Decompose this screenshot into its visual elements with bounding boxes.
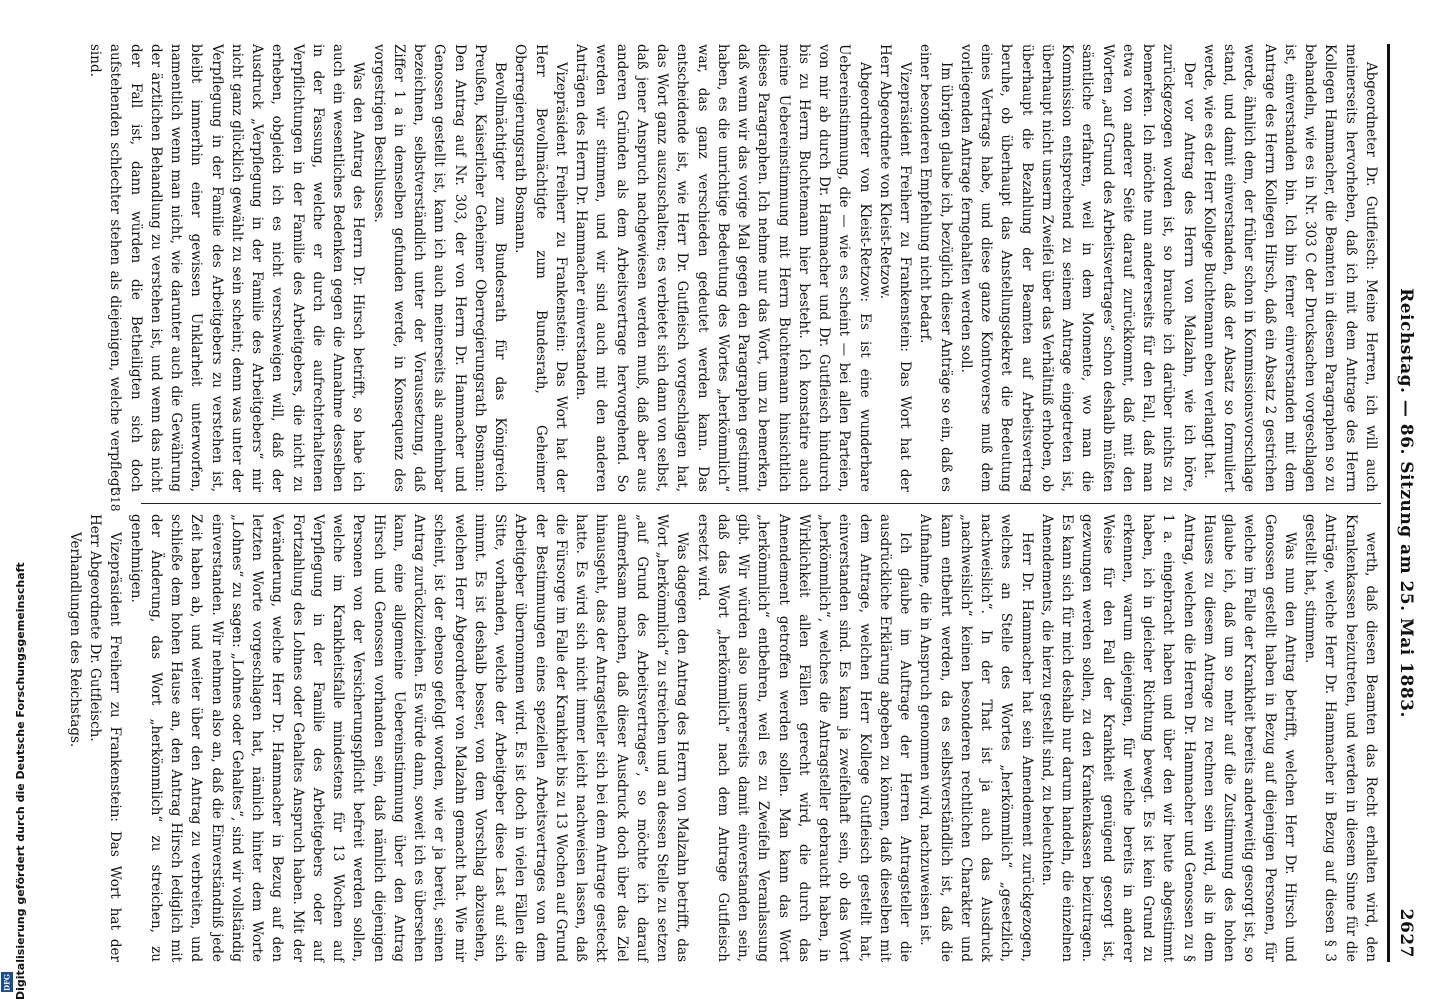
paragraph: Im übrigen glaube ich, bezüglich dieser Anträge so ein, daß es einer besonderen Empfehlung nicht bedarf. — [917, 44, 954, 492]
paragraph: Vizepräsident Freiherr zu Frankenstein: Das Wort hat der Herr Abgeordnete Dr. Gutfleisch. — [87, 514, 124, 962]
paragraph: Vizepräsident Freiherr zu Frankenstein: Das Wort hat der Herr Abgeordnete von Kleist-Retzow. — [877, 44, 914, 492]
paragraph: Herr Dr. Hammacher hat sein Amendement zurückgezogen, welches an Stelle des Wortes „herkömmlich“ „gesetzlich, nachweislich“. In der That ist ja auch das Ausdruck „nachweislich“ keinen besonderen rechtlichen Charakter und kann entbehrt werden, da es selbstverständlich ist, daß die Aufnahme, die in Anspruch genommen wird, nachzuweisen ist. — [917, 514, 1035, 962]
paragraph: Was nun den Antrag betrifft, welchen Herr Dr. Hirsch und Genossen gestellt haben in Bezug auf diejenigen Personen, für welche im Falle der Krankheit bereits anderweitig gesorgt ist, so glaube ich, daß um so mehr auf die Zustimmung des hohen Hauses zu diesem Antrage zu rechnen sein wird, als in dem Antrag, welchen die Herren Dr. Hammacher und Genossen zu § 1 a. eingebracht haben und über den wir heute abgestimmt haben, ich in gleicher Richtung bewegt. Es ist kein Grund zu erkennen, warum diejenigen, für welche bereits in anderer Weise für den Fall der Krankheit genügend gesorgt ist, gezwungen werden sollen, zu den Krankenkassen beizutragen. Es kann sich für mich deshalb nur darum handeln, die einzelnen Amendements, die hierzu gestellt sind, zu beleuchten. — [1039, 514, 1298, 962]
page-number: 2627 — [1396, 908, 1416, 958]
paragraph: Verhandlungen des Reichstags. — [67, 532, 83, 748]
paragraph: werth, daß diesen Beamten das Recht erhalten wird, den Krankenkassen beizutreten, und werden in diesem Sinne für die Anträge, welche Herr Dr. Hammacher in Bezug auf diesen § 3 gestellt hat, stimmen. — [1302, 514, 1379, 962]
header-title: Reichstag. — 86. Sitzung am 25. Mai 1883. — [1396, 288, 1416, 718]
dfg-logo: DFG — [2, 973, 12, 991]
column-divider — [141, 503, 1381, 504]
left-column — [87, 44, 1381, 492]
page-content — [67, 0, 1432, 1000]
paragraph: Was dagegen den Antrag des Herrn von Malzahn betrifft, das Wort „herkömmlich“ zu streichen und an dessen Stelle zu setzen „auf Grund des Arbeitsvertrages“, so möchte ich darauf aufmerksam machen, daß dieser Ausdruck doch über das Ziel hinausgeht, das der Antragsteller sich bei dem Antrage gesteckt hatte. Es wird sich nicht immer leicht nachweisen lassen, daß die Fürsorge im Falle der Krankheit bis zu 13 Wochen auf Grund der Bestimmungen eines speziellen Arbeitsvertrages von dem Arbeitgeber übernommen wird. Es ist doch in vielen Fällen die Sitte, vorhanden, welche der Arbeitgeber diese Last auf sich nimmt. Es ist deshalb besser, von dem Vorschlag abzusehen, welchen Herr Abgeordneter von Malzahn gemacht hat. Wie mir scheint, ist der ebenso gefolgt worden, wie er ja bereit, seinen Antrag zurückzuziehen. Es würde dann, soweit ich es übersehen kann, eine allgemeine Uebereinstimmung über den Antrag Hirsch und Genossen vorhanden sein, daß nämlich diejenigen Personen von der Versicherungspflicht befreit werden sollen, welche im Krankheitsfalle mindestens für 13 Wochen auf Verpflegung in der Familie des Arbeitgebers oder auf Fortzahlung des Lohnes oder Gehaltes Anspruch haben. Mit der Veränderung, welche Herr Dr. Hammacher in Bezug auf den letzten Worte vorgeschlagen hat, nämlich hinter dem Worte „Lohnes“ zu sagen: „Lohnes oder Gehaltes“, sind wir vollständig einverstanden. Wir nehmen also an, daß die Einverständniß jede Zeit haben ab, und weiter über den Antrag zu verbreiten, und schließe dem hohen Hause an, den Antrag Hirsch lediglich mit der Änderung, das Wort „herkömmlich“ zu streichen, zu genehmigen. — [127, 514, 691, 962]
right-column — [67, 514, 1381, 962]
page-header — [1390, 44, 1424, 962]
paragraph: Ich glaube im Auftrage der Herren Antragsteller die ausdrückliche Erklärung abgeben zu können, daß dieselben mit dem Antrage, welchen Herr Kollege Gutfleisch gestellt hat, einverstanden sind. Es kann ja zweifelhaft sein, ob das Wort „herkömmlich“, welches die Antragsteller gebraucht haben, in Wirklichkeit allen Fällen gerecht wird, die durch das Amendement getroffen werden sollen. Man kann das Wort „herkömmlich“ entbehren, weil es zu Zweifeln Veranlassung gibt. Wir würden also unsererseits damit einverstanden sein, daß das Wort „herkömmlich“ nach dem Antrage Gutfleisch ersetzt wird. — [694, 514, 914, 962]
paragraph: Bevollmächtigter zum Bundesrath für das Königreich Preußen, Kaiserlicher Geheimer Oberregierungsrath Bosmann: Den Antrag auf Nr. 303, der von Herrn Dr. Hammacher und Genossen gestellt ist, kann ich auch meinerseits als annehmbar bezeichnen, selbstverständlich unter der Voraussetzung, daß Ziffer 1 a in demselben gefunden werde, in Konsequenz des vorgestrigen Beschlusses. — [370, 44, 509, 492]
paragraph: Vizepräsident Freiherr zu Frankenstein: Das Wort hat der Herr Bevollmächtigte zum Bundesrath, Geheimer Oberregierungsrath Bosmann. — [512, 44, 569, 492]
paragraph: Was den Antrag des Herrn Dr. Hirsch betrifft, so habe ich auch ein wesentliches Bedenken gegen die Annahme desselben in der Fassung, welche er durch die aufrechterhaltenen Verpflichtungen in der Familie des Arbeitgebers, die nicht zu erheben, obgleich ich es nicht verschweigen will, daß der Ausdruck „Verpflegung in der Familie des Arbeitgebers“ mir nicht ganz glücklich gewählt zu sein scheint; denn was unter der Verpflegung in der Familie des Arbeitgebers zu verstehen ist, bleibt immerhin einer gewissen Unklarheit unterworfen, namentlich wenn man nicht, wie darunter auch die Gewährung der ärztlichen Behandlung zu verstehen ist, und wenn das nicht der Fall ist, dann würden die Betheiligten sich doch aufstehenden schlechter stehen als diejenigen, welche verpflegt sind. — [87, 44, 367, 492]
paragraph: Abgeordneter Dr. Gutfleisch: Meine Herren, ich will auch meinerseits hervorheben, daß ich mit dem Antrage des Herrn Kollegen Hammacher, die Beamten in diesem Paragraphen so zu behandeln, wie es in Nr. 303 C der Drucksachen vorgeschlagen ist, einverstanden bin. Ich bin ferner einverstanden mit dem Antrage des Herrn Kollegen Hirsch, daß ein Absatz 2 gestrichen werde, ähnlich dem, der früher schon in Kommissionsvorschlage stand, und damit einverstanden, daß der Absatz so formuliert werde, wie es der Herr Kollege Buchtemann eben verlangt hat. — [1201, 44, 1379, 492]
digitization-watermark — [0, 0, 27, 1000]
watermark-text: Digitalisierung gefördert durch die Deutsche Forschungsgemeinschaft — [14, 562, 27, 1000]
scanned-page — [67, 0, 1432, 1000]
paragraph: Der vor Antrag des Herrn von Malzahn, wie ich höre, zurückgezogen worden ist, so brauche ich darüber nichts zu bemerken. Ich möchte nun andererseits für den Fall, daß man etwa von anderer Seite darauf zurückkommt, daß mit den Worten „auf Grund des Arbeitsvertrages“ schon deshalb müßten sämtliche erfahren, weil in dem Momente, wo man die Kommission entsprechend zu seinem Antrage eingetreten ist, überhaupt nicht unserm Zweifel über das Verhältniß erhoben, ob überhaupt die Bezahlung der Beamten auf Arbeitsvertrag beruhe, ob überhaupt das Anstellungsdekret die Bedeutung eines Vertrags habe, und diese ganze Kontroverse muß dem vorliegenden Antrage ferngehalten werden soll. — [958, 44, 1197, 492]
page-footer: 318 — [108, 488, 122, 512]
paragraph: Abgeordneter von Kleist-Retzow: Es ist eine wunderbare Uebereinstimmung, die — wie es scheint — bei allen Parteien, von mir ab durch Dr. Hammacher und Dr. Gutfleisch hindurch bis zu Herrn Buchtemann hier besteht. Ich konstatire auch meine Uebereinstimmung mit Herrn Buchtemann hinsichtlich dieses Paragraphen. Ich nehme nur das Wort, um zu bemerken, daß wenn wir das vorige Mal gegen den Paragraphen gestimmt haben, es die unrichtige Bedeutung des Wortes „herkömmlich“ war, das ganz verschieden gedeutet werden kann. Das entscheidende ist, wie Herr Dr. Gutfleisch vorgeschlagen hat, das Wort ganz auszuschalten; es verbietet sich dann von selbst, daß jener Anspruch nachgewiesen werden muß, daß aber aus anderen Gründen als dem Arbeitsvertrage hervorgehend. So werden wir stimmen, und wir sind auch mit den anderen Anträgen des Herrn Dr. Hammacher einverstanden. — [573, 44, 873, 492]
